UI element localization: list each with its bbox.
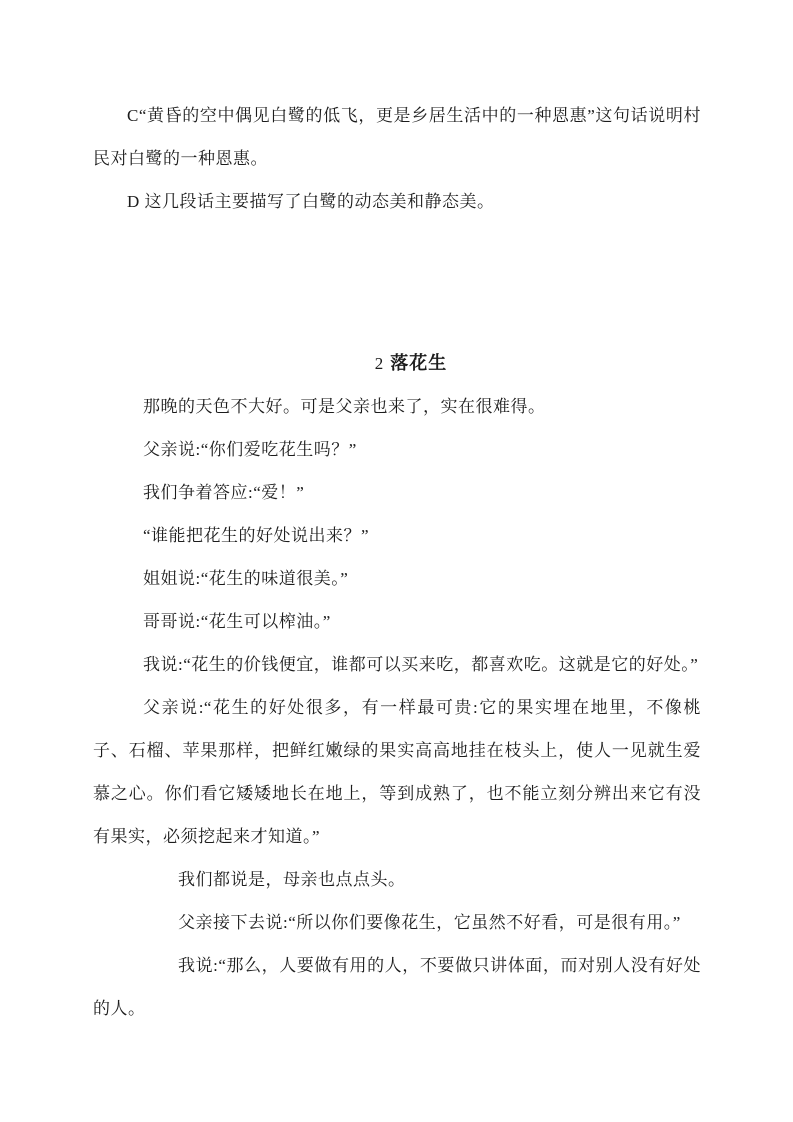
story-paragraph: 那晚的天色不大好。可是父亲也来了，实在很难得。 bbox=[143, 397, 546, 416]
option-d-paragraph: D 这几段话主要描写了白鹭的动态美和静态美。 bbox=[127, 192, 495, 211]
story-paragraph: 父亲说:“你们爱吃花生吗？” bbox=[143, 440, 357, 459]
lesson-number: 2 bbox=[374, 354, 384, 373]
story-paragraph: 父亲说:“花生的好处很多，有一样最可贵:它的果实埋在地里，不像桃子、石榴、苹果那样，把鲜红嫩绿的果实高高地挂在枝头上，使人一见就生爱慕之心。你们看它矮矮地长在地上，等到成熟了，也不能立刻分辨出来它有没有果实，必须挖起来才知道。” bbox=[93, 698, 701, 846]
story-paragraph: 我说:“花生的价钱便宜，谁都可以买来吃，都喜欢吃。这就是它的好处。” bbox=[143, 655, 699, 674]
story-paragraph: “谁能把花生的好处说出来？” bbox=[143, 526, 370, 545]
story-paragraph: 我们争着答应:“爱！” bbox=[143, 483, 305, 502]
story-paragraph: 父亲接下去说:“所以你们要像花生，它虽然不好看，可是很有用。” bbox=[178, 913, 681, 932]
story-paragraph: 我们都说是，母亲也点点头。 bbox=[178, 870, 406, 889]
lesson-title bbox=[93, 342, 701, 385]
story-paragraph: 姐姐说:“花生的味道很美。” bbox=[143, 569, 349, 588]
story-paragraph: 我说:“那么，人要做有用的人，不要做只讲体面，而对别人没有好处的人。 bbox=[93, 956, 701, 1018]
option-c-paragraph: C“黄昏的空中偶见白鹭的低飞，更是乡居生活中的一种恩惠”这句话说明村民对白鹭的一种恩惠。 bbox=[93, 106, 701, 168]
story-paragraph: 哥哥说:“花生可以榨油。” bbox=[143, 612, 331, 631]
lesson-name: 落花生 bbox=[390, 353, 448, 373]
